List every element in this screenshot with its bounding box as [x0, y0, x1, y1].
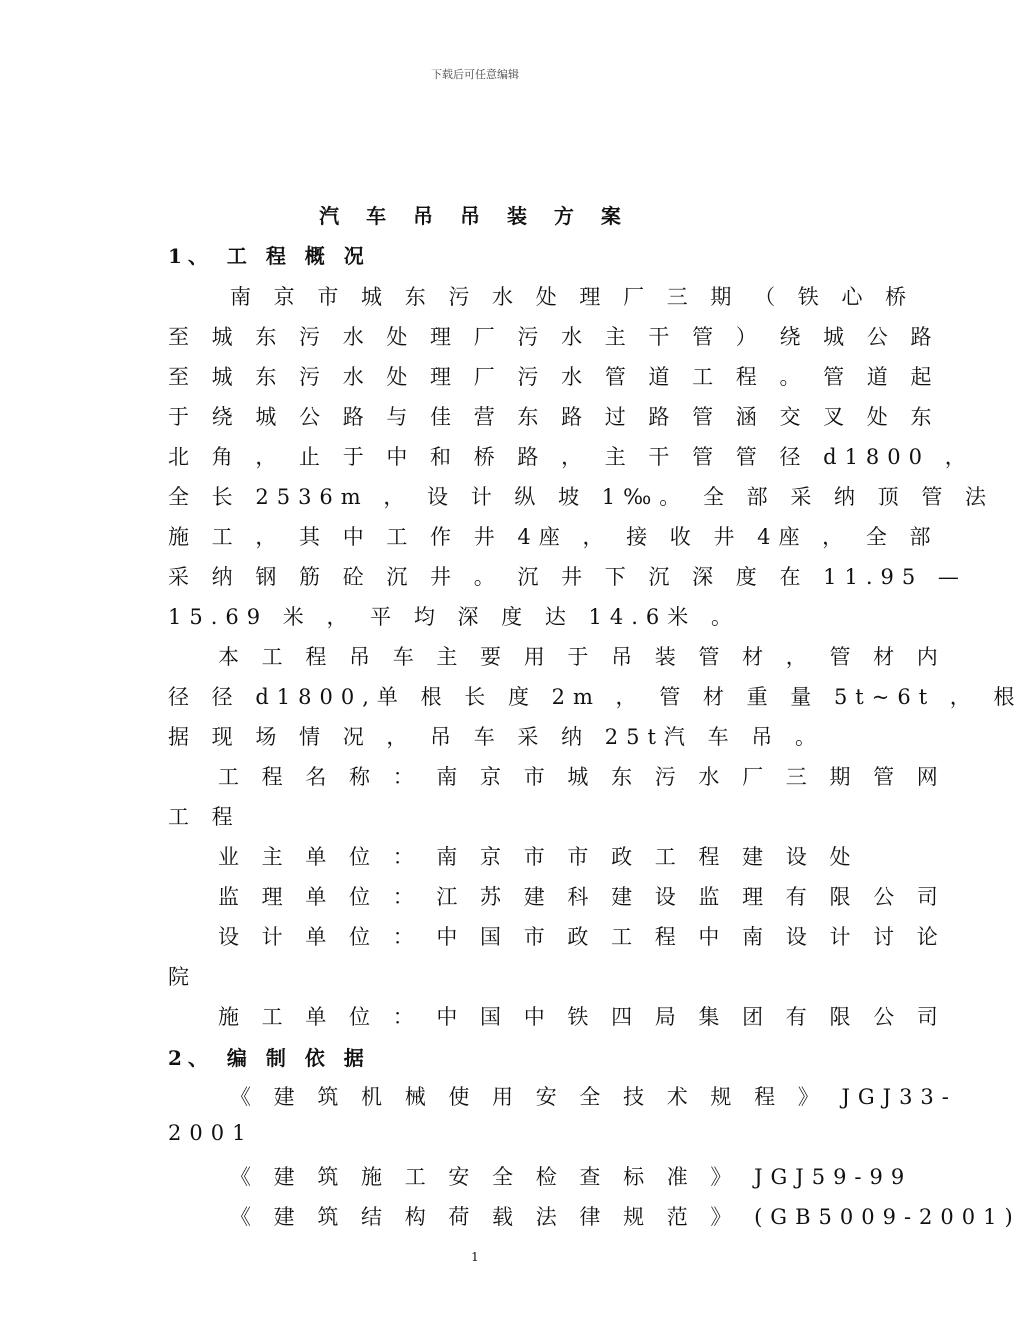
designer-line-cont: 院: [168, 965, 197, 989]
paragraph-line: 施 工 ， 其 中 工 作 井 4座 ， 接 收 井 4座 ， 全 部: [168, 525, 939, 549]
document-title: 汽 车 吊 吊 装 方 案: [319, 204, 631, 228]
reference-line: 《 建 筑 施 工 安 全 检 查 标 准 》 JGJ59-99: [230, 1165, 913, 1189]
paragraph-line: 采 纳 钢 筋 砼 沉 井 。 沉 井 下 沉 深 度 在 11.95 —: [168, 565, 967, 589]
page-number: 1: [471, 1250, 479, 1264]
paragraph-line: 本 工 程 吊 车 主 要 用 于 吊 装 管 材 ， 管 材 内: [218, 645, 946, 669]
paragraph-line: 于 绕 城 公 路 与 佳 营 东 路 过 路 管 涵 交 叉 处 东: [168, 405, 940, 429]
project-name-line: 工 程 名 称 ： 南 京 市 城 东 污 水 厂 三 期 管 网: [218, 765, 946, 789]
paragraph-line: 至 城 东 污 水 处 理 厂 污 水 管 道 工 程 。 管 道 起: [168, 365, 940, 389]
paragraph-line: 全 长 2536m ， 设 计 纵 坡 1‰。 全 部 采 纳 顶 管 法: [168, 485, 995, 509]
contractor-line: 施 工 单 位 ： 中 国 中 铁 四 局 集 团 有 限 公 司: [218, 1005, 946, 1029]
header-note: 下载后可任意编辑: [431, 68, 519, 81]
project-name-line-cont: 工 程: [168, 805, 241, 829]
paragraph-line: 南 京 市 城 东 污 水 处 理 厂 三 期 （ 铁 心 桥: [230, 285, 915, 309]
paragraph-line: 15.69 米 ， 平 均 深 度 达 14.6米 。: [168, 605, 740, 629]
reference-line: 《 建 筑 机 械 使 用 安 全 技 术 规 程 》 JGJ33-: [230, 1085, 957, 1109]
section-2-heading: 2、 编 制 依 据: [168, 1046, 370, 1070]
paragraph-line: 北 角 ， 止 于 中 和 桥 路 ， 主 干 管 管 径 d1800 ，: [168, 445, 974, 469]
paragraph-line: 据 现 场 情 况 ， 吊 车 采 纳 25t汽 车 吊 。: [168, 725, 824, 749]
section-1-heading: 1、 工 程 概 况: [168, 244, 370, 268]
reference-line-cont: 2001: [168, 1121, 254, 1145]
owner-line: 业 主 单 位 ： 南 京 市 市 政 工 程 建 设 处: [218, 845, 859, 869]
supervisor-line: 监 理 单 位 ： 江 苏 建 科 建 设 监 理 有 限 公 司: [218, 885, 946, 909]
reference-line: 《 建 筑 结 构 荷 载 法 律 规 范 》 (GB5009-2001): [230, 1205, 1021, 1229]
paragraph-line: 径 径 d1800,单 根 长 度 2m ， 管 材 重 量 5t~6t ， 根: [168, 685, 1022, 709]
designer-line: 设 计 单 位 ： 中 国 市 政 工 程 中 南 设 计 讨 论: [218, 925, 946, 949]
paragraph-line: 至 城 东 污 水 处 理 厂 污 水 主 干 管 ） 绕 城 公 路: [168, 325, 940, 349]
